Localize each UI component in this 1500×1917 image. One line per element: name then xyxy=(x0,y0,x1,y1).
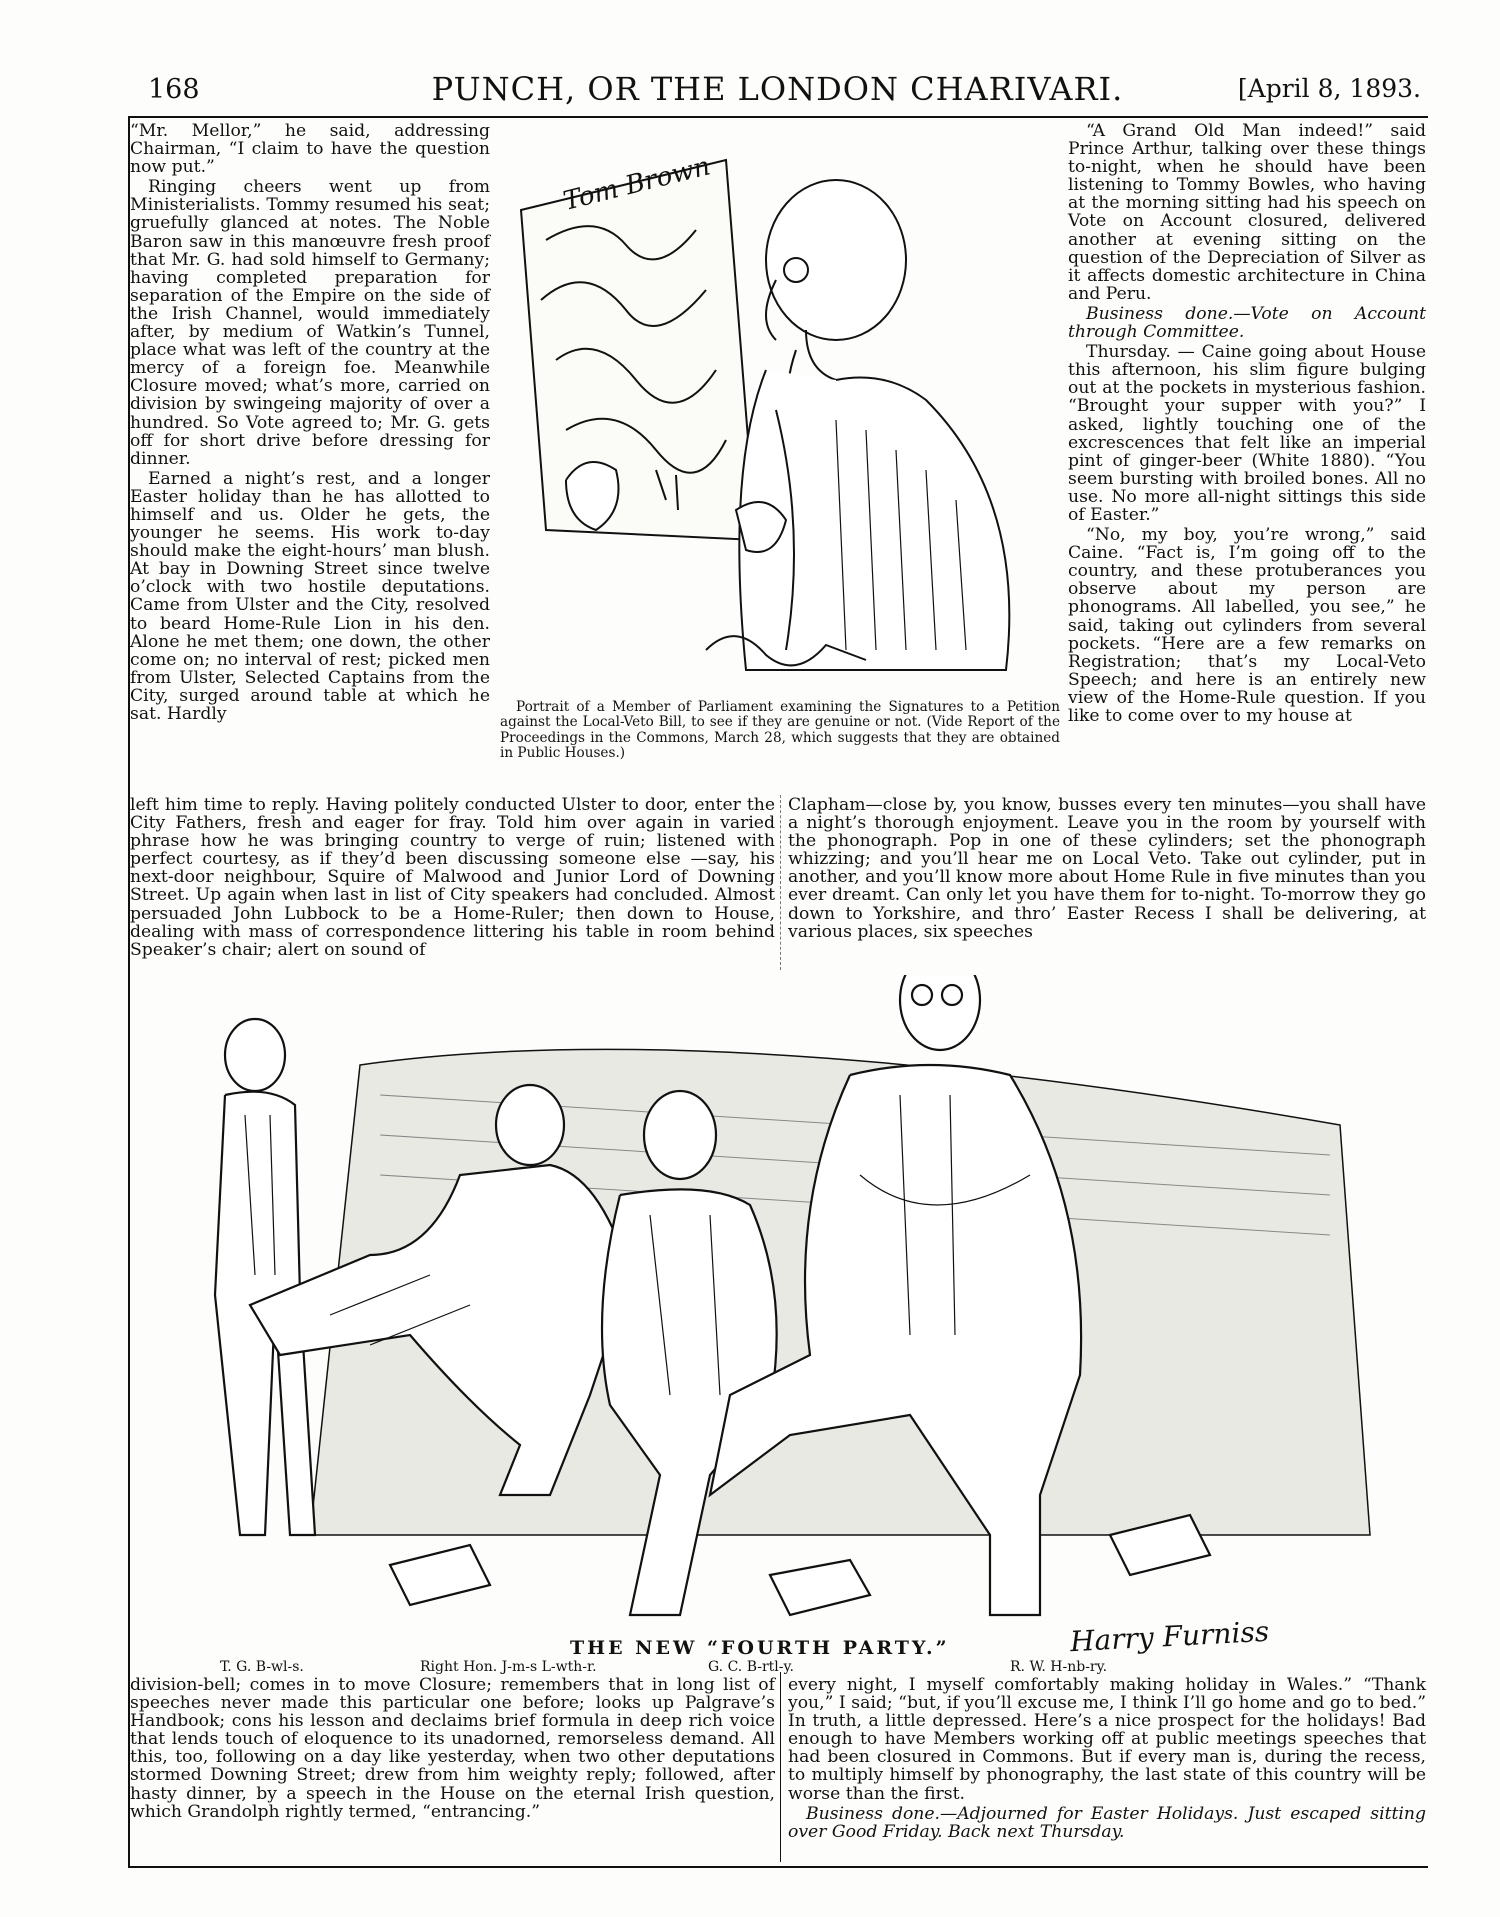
portrait-caption xyxy=(500,700,1060,762)
column-divider xyxy=(780,795,781,970)
bottom-right-text xyxy=(788,1676,1426,1843)
left-column xyxy=(130,122,490,725)
figure-label: G. C. B-rtl-y. xyxy=(708,1659,795,1675)
paragraph: Clapham—close by, you know, busses every ten minutes—you shall have a night’s thorough enjoyment. Leave you in the room by yourself with the phonograph. Pop in one of these cylinders; set the phonograph whizzing; and you’ll hear me on Local Veto. Take out cylinder, put in another, and you’ll know more about Home Rule in five minutes than you ever dreamt. Can only let you have them for to-night. To-morrow they go down to Yorkshire, and thro’ Easter Recess I shall be delivering, at various places, six speeches xyxy=(788,795,1426,942)
business-done: Business done.—Vote on Account through Committee. xyxy=(1068,303,1426,343)
petition-scrawl: Tom Brown xyxy=(560,151,714,217)
page-number: 168 xyxy=(148,74,200,105)
figure-label: T. G. B-wl-s. xyxy=(220,1659,304,1675)
bottom-border-rule xyxy=(128,1866,1428,1868)
paragraph: division-bell; comes in to move Closure; remembers that in long list of speeches never made this particular one before; looks up Palgrave’s Handbook; cons his lesson and declaims brief formula in deep rich voice that lends touch of eloquence to its unadorned, remorseless demand. All this, too, following on a day like yesterday, when two other deputations stormed Downing Street; drew from him weighty reply; followed, after hasty dinner, by a speech in the House on the eternal Irish question, which Grandolph rightly termed, “entrancing.” xyxy=(130,1675,775,1822)
artist-signature: Harry Furniss xyxy=(1069,1614,1270,1659)
paragraph: Ringing cheers went up from Ministerialists. Tommy resumed his seat; gruefully glanced at notes. The Noble Baron saw in this manœuvre fresh proof that Mr. G. had sold himself to Germany; having completed preparation for separation of the Empire on the side of the Irish Channel, would immediately after, by medium of Watkin’s Tunnel, place what was left of the country at the mercy of a foreign foe. Meanwhile Closure moved; what’s more, carried on division by swingeing majority of over a hundred. So Vote agreed to; Mr. G. gets off for short drive before dressing for dinner. xyxy=(130,177,490,469)
figure-label: R. W. H-nb-ry. xyxy=(1010,1659,1108,1675)
header-rule xyxy=(128,116,1428,118)
page-header xyxy=(130,66,1425,112)
masthead-title: PUNCH, OR THE LONDON CHARIVARI. xyxy=(431,70,1124,108)
paragraph: “No, my boy, you’re wrong,” said Caine. “Fact is, I’m going off to the country, and these protuberances you observe about my person are phonograms. All labelled, you see,” he said, taking out cylinders from several pockets. “Here are a few remarks on Registration; that’s my Local-Veto Speech; and here is an entirely new view of the Home-Rule question. If you like to come over to my house at xyxy=(1068,525,1426,726)
right-wide-text xyxy=(788,796,1426,943)
paragraph: left him time to reply. Having politely conducted Ulster to door, enter the City Fathers, fresh and eager for fray. Told him over again in varied phrase how he was bringing country to verge of ruin; listened with perfect courtesy, as if they’d been discussing someone else —say, his next-door neighbour, Squire of Malwood and Junior Lord of Downing Street. Up again when last in list of City speakers had concluded. Almost persuaded John Lubbock to be a Home-Ruler; then down to House, dealing with mass of correspondence littering his table in room behind Speaker’s chair; alert on sound of xyxy=(130,795,775,960)
business-done: Business done.—Adjourned for Easter Holidays. Just escaped sitting over Good Friday. Back next Thursday. xyxy=(788,1803,1426,1842)
paragraph: “A Grand Old Man indeed!” said Prince Arthur, talking over these things to-night, when he should have been listening to Tommy Bowles, who having at the morning sitting had his speech on Vote on Account closured, delivered another at evening sitting on the question of the Depreciation of Silver as it affects domestic architecture in China and Peru. xyxy=(1068,121,1426,304)
paragraph: “Mr. Mellor,” he said, addressing Chairman, “I claim to have the question now put.” xyxy=(130,121,490,178)
issue-date: [April 8, 1893. xyxy=(1237,74,1421,103)
paragraph: Thursday. — Caine going about House this afternoon, his slim figure bulging out at the pockets in mysterious fashion. “Brought your supper with you?” I asked, lightly touching one of the excrescences that felt like an imperial pint of ginger-beer (White 1880). “You seem bursting with broiled bones. All no use. No more all-night sittings this side of Easter.” xyxy=(1068,342,1426,525)
left-wide-text xyxy=(130,796,775,961)
mp-portrait-illustration xyxy=(506,150,1036,695)
caption-text: Portrait of a Member of Parliament examining the Signatures to a Petition against the Local-Veto Bill, to see if they are genuine or not. (Vide Report of the Proceedings in the Commons, March 28, which suggests that they are obtained in Public Houses.) xyxy=(500,699,1060,762)
column-divider xyxy=(780,1672,781,1862)
paragraph: every night, I myself comfortably making holiday in Wales.” “Thank you,” I said; “but, if you’ll excuse me, I think I’ll go home and go to bed.” In truth, a little depressed. Here’s a nice prospect for the holidays! Bad enough to have Members working off at public meetings speeches that had been closured in Commons. But if every man is, during the recess, to multiply himself by phonography, the last state of this country will be worse than the first. xyxy=(788,1675,1426,1804)
right-column xyxy=(1068,122,1426,727)
paragraph: Earned a night’s rest, and a longer Easter holiday than he has allotted to himself and us. Older he gets, the younger he seems. His work to-day should make the eight-hours’ man blush. At bay in Downing Street since twelve o’clock with two hostile deputations. Came from Ulster and the City, resolved to beard Home-Rule Lion in his den. Alone he met them; one down, the other come on; no interval of rest; picked men from Ulster, Selected Captains from the City, surged around table at which he sat. Hardly xyxy=(130,468,490,724)
bottom-left-text xyxy=(130,1676,775,1823)
cartoon-title: THE NEW “FOURTH PARTY.” xyxy=(570,1637,950,1659)
fourth-party-cartoon xyxy=(210,975,1405,1635)
figure-label: Right Hon. J-m-s L-wth-r. xyxy=(420,1659,597,1675)
